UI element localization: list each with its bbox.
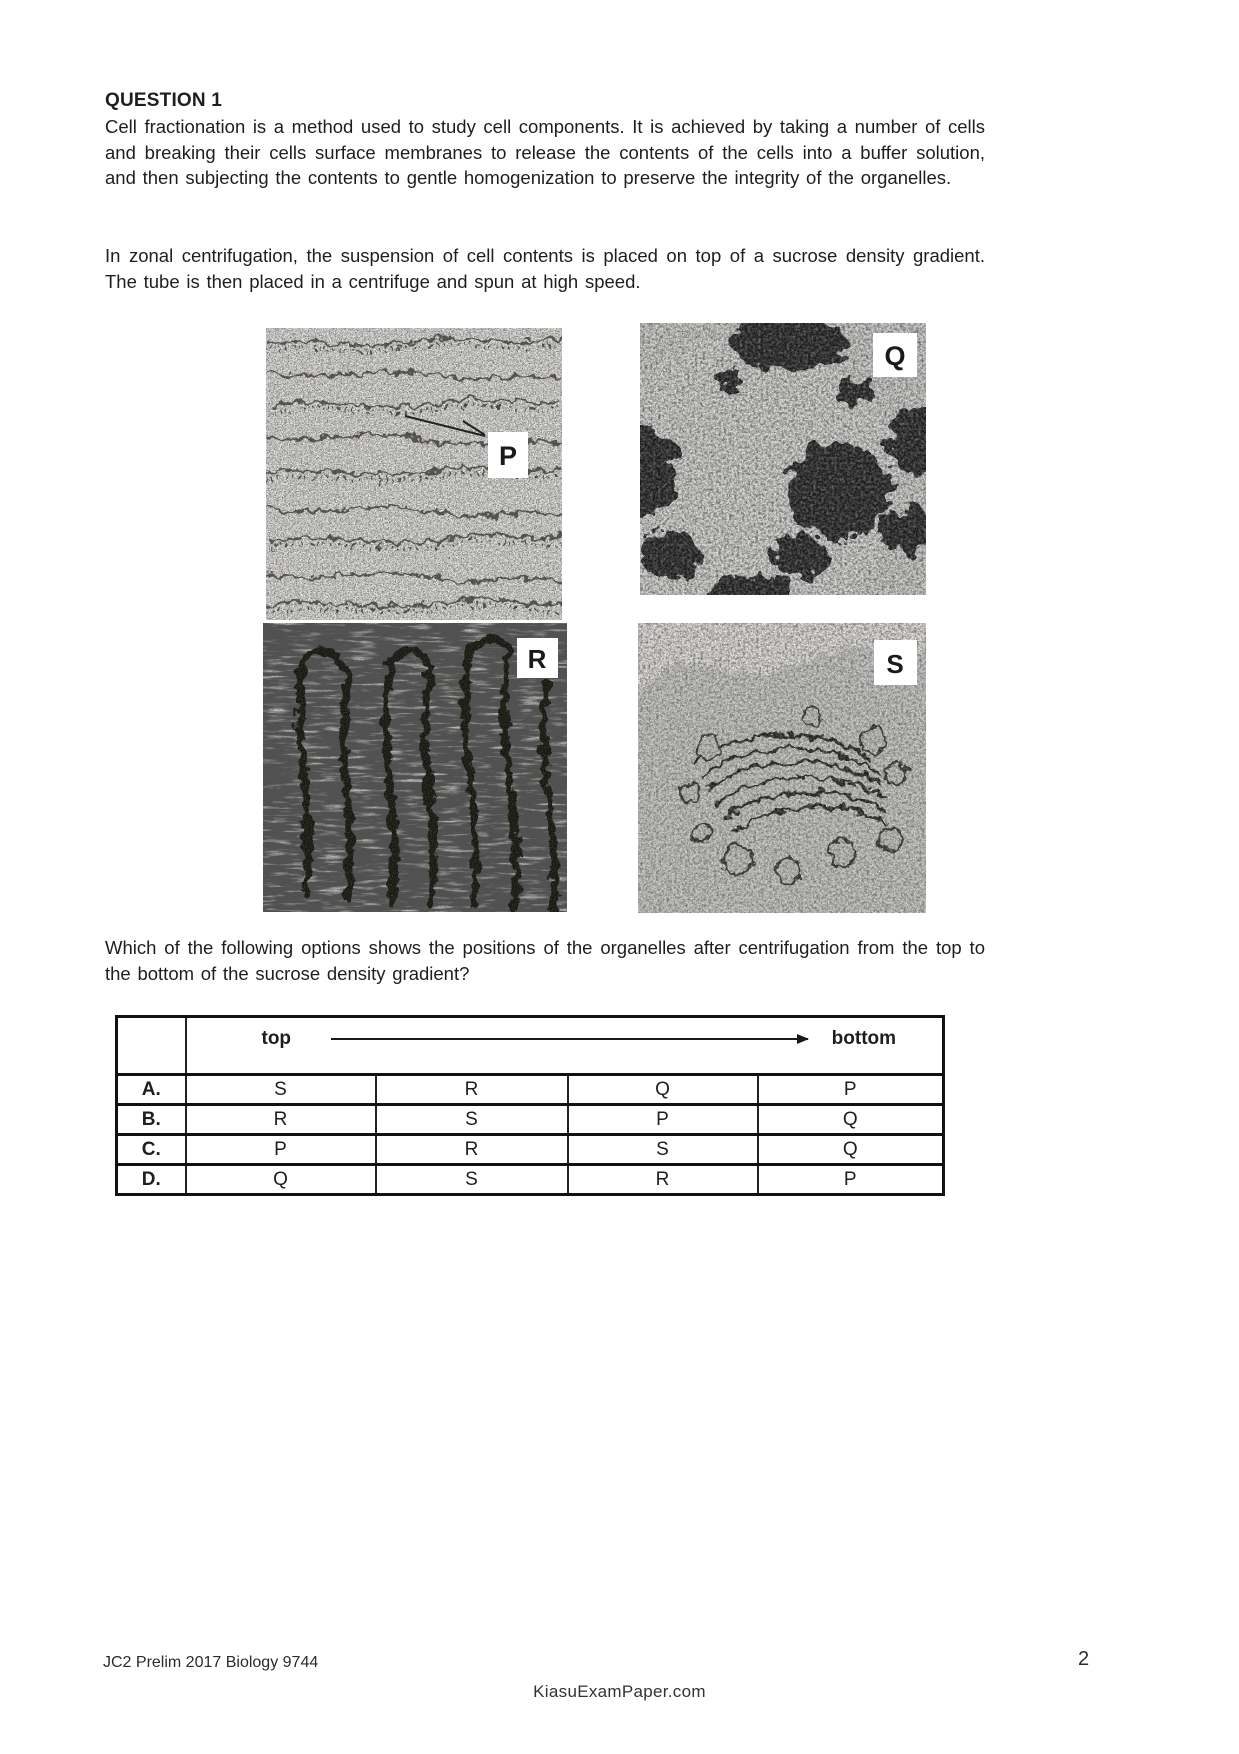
option-cell: Q [186,1165,376,1195]
intro-paragraph: Cell fractionation is a method used to study cell components. It is achieved by taking a number of cells and breaking their cells surface membranes to release the contents of the cells into a buffer solution, and then subjecting the contents to gentle homogenization to preserve the integrity of the organelles. [105,116,985,188]
watermark: KiasuExamPaper.com [533,1682,706,1701]
question-header: QUESTION 1 [105,90,223,111]
option-row-a [117,1075,944,1105]
option-cell: Q [758,1135,944,1165]
r-label: R [527,644,547,674]
answer-table [115,1015,945,1196]
option-cell: P [568,1105,758,1135]
option-cell: Q [568,1075,758,1105]
bottom-label: bottom [831,1028,897,1049]
option-cell: R [568,1165,758,1195]
option-cell: P [758,1165,944,1195]
option-cell: S [568,1135,758,1165]
top-to-bottom-arrow-icon [331,1038,808,1040]
option-label: C. [117,1135,186,1165]
p-label: P [498,441,518,471]
micrograph-q-nucleus [640,323,926,595]
option-label: B. [117,1105,186,1135]
option-cell: P [758,1075,944,1105]
option-cell: R [186,1105,376,1135]
option-cell: P [186,1135,376,1165]
micrograph-s-golgi [638,623,926,913]
table-header-empty-cell [117,1017,186,1075]
centrifugation-paragraph: In zonal centrifugation, the suspension of cell contents is placed on top of a sucrose density gradient. The tube is then placed in a centrifuge and spun at high speed. [105,245,985,292]
option-row-b [117,1105,944,1135]
option-cell: R [376,1135,568,1165]
footer-exam-title: JC2 Prelim 2017 Biology 9744 [103,1654,319,1671]
table-header-gradient-cell [186,1017,944,1075]
s-label: S [886,649,904,679]
option-cell: S [376,1105,568,1135]
option-cell: S [186,1075,376,1105]
option-row-c [117,1135,944,1165]
option-cell: S [376,1165,568,1195]
question-text: Which of the following options shows the positions of the organelles after centrifugation from the top to the bottom of the sucrose density gradient? [105,937,985,984]
option-row-d [117,1165,944,1195]
top-label: top [261,1028,292,1049]
option-label: D. [117,1165,186,1195]
q-label: Q [884,341,906,371]
micrograph-p-rough-er [266,328,562,620]
option-cell: Q [758,1105,944,1135]
option-label: A. [117,1075,186,1105]
option-cell: R [376,1075,568,1105]
micrograph-r-mitochondrion [263,623,567,912]
page-number: 2 [1078,1648,1090,1670]
table-header-row [117,1017,944,1075]
